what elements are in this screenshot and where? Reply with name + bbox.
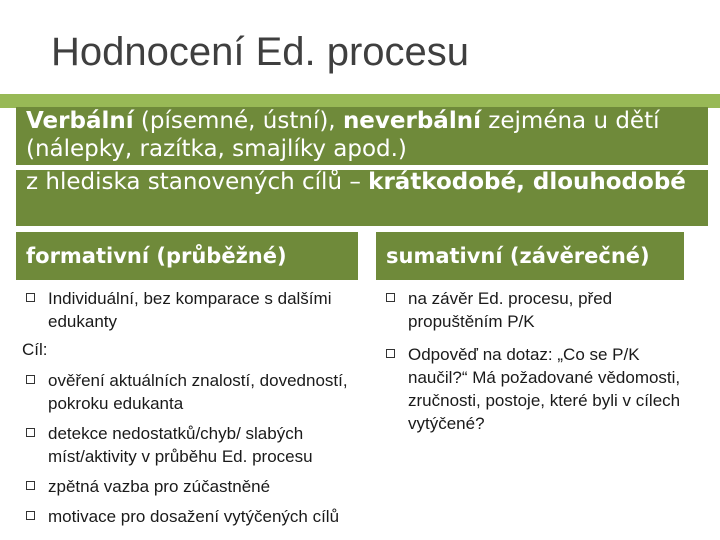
list-item-text: ověření aktuálních znalostí, dovedností, pokroku edukanta	[48, 371, 348, 413]
list-item-text: motivace pro dosažení vytýčených cílů	[48, 507, 340, 526]
list-item	[22, 369, 362, 415]
goals-text: z hlediska stanovených cílů –	[26, 169, 369, 195]
list-item	[22, 422, 362, 468]
goal-label: Cíl:	[22, 340, 48, 359]
list-item-text: na závěr Ed. procesu, před propuštěním P/K	[408, 289, 613, 331]
text-box-goals	[26, 168, 706, 196]
summative-column	[382, 287, 692, 442]
list-item	[382, 287, 692, 333]
summative-heading: sumativní (závěrečné)	[376, 232, 684, 280]
page-title: Hodnocení Ed. procesu	[51, 30, 470, 74]
formative-column	[22, 287, 362, 535]
top-accent-bar	[0, 94, 720, 108]
checkbox-bullet-icon	[26, 375, 35, 384]
list-item-text: Individuální, bez komparace s dalšími edukanty	[48, 289, 332, 331]
list-item-text: zpětná vazba pro zúčastněné	[48, 477, 271, 496]
list-item	[22, 505, 362, 528]
verbal-bold: Verbální	[26, 108, 134, 134]
text-box-verbal	[26, 107, 706, 163]
list-item	[382, 343, 692, 435]
checkbox-bullet-icon	[26, 511, 35, 520]
list-item	[22, 287, 362, 333]
list-item-text: Odpověď na dotaz: „Co se P/K naučil?“ Má požadované vědomosti, zručnosti, postoje, které byli v cílech vytýčené?	[408, 345, 681, 433]
checkbox-bullet-icon	[26, 428, 35, 437]
list-item	[22, 475, 362, 498]
checkbox-bullet-icon	[26, 293, 35, 302]
checkbox-bullet-icon	[386, 349, 395, 358]
verbal-text-1: (písemné, ústní),	[133, 108, 343, 134]
list-item-text: detekce nedostatků/chyb/ slabých míst/aktivity v průběhu Ed. procesu	[48, 424, 313, 466]
goals-bold: krátkodobé, dlouhodobé	[368, 169, 686, 195]
checkbox-bullet-icon	[26, 481, 35, 490]
formative-heading: formativní (průběžné)	[16, 232, 358, 280]
checkbox-bullet-icon	[386, 293, 395, 302]
verbal-text-2: zejména u dětí (nálepky, razítka, smajlíky apod.)	[26, 108, 660, 162]
nonverbal-bold: neverbální	[342, 108, 481, 134]
